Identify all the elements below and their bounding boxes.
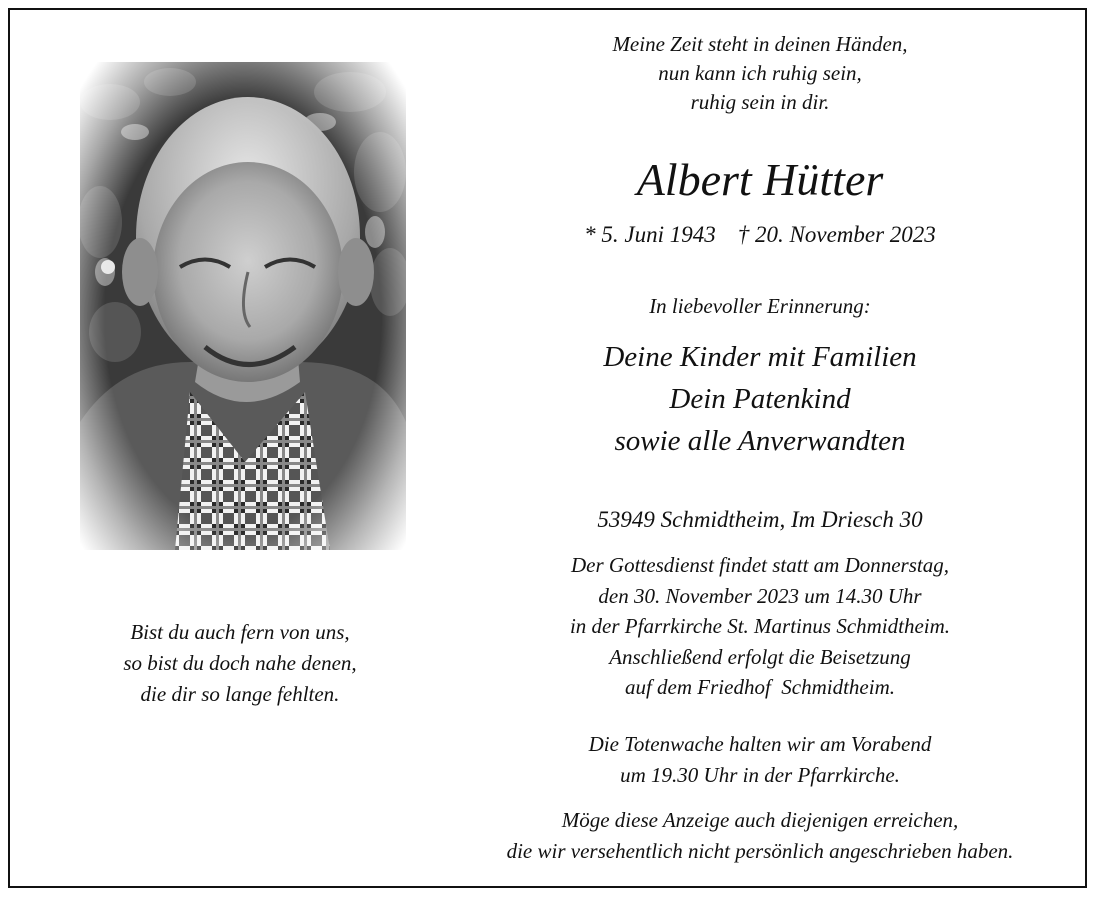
memory-heading: In liebevoller Erinnerung: xyxy=(649,294,871,318)
left-verse-line: so bist du doch nahe denen, xyxy=(123,651,357,675)
birth-date: * 5. Juni 1943 xyxy=(584,222,716,247)
service-line: Der Gottesdienst findet statt am Donnerstag, xyxy=(571,553,949,577)
portrait-image xyxy=(80,62,406,550)
wake-line: Die Totenwache halten wir am Vorabend xyxy=(588,732,932,756)
family-list xyxy=(440,336,1080,462)
left-verse xyxy=(60,617,420,710)
service-line: den 30. November 2023 um 14.30 Uhr xyxy=(598,583,922,608)
top-verse xyxy=(440,30,1080,117)
service-line: auf dem Friedhof Schmidtheim. xyxy=(624,675,896,699)
closing-note xyxy=(440,805,1080,867)
deceased-name: Albert Hütter xyxy=(636,154,884,205)
left-verse-line: Bist du auch fern von uns, xyxy=(130,620,350,644)
address: 53949 Schmidtheim, Im Driesch 30 xyxy=(597,507,923,532)
top-verse-line: nun kann ich ruhig sein, xyxy=(658,61,862,85)
service-info xyxy=(440,550,1080,703)
service-line: Anschließend erfolgt die Beisetzung xyxy=(609,644,911,669)
family-line: sowie alle Anverwandten xyxy=(614,425,906,457)
top-verse-line: ruhig sein in dir. xyxy=(690,90,830,114)
note-line: Möge diese Anzeige auch diejenigen erreichen, xyxy=(561,808,959,832)
death-date: † 20. November 2023 xyxy=(737,222,936,247)
right-column xyxy=(440,0,1080,880)
wake-info xyxy=(440,729,1080,790)
wake-line: um 19.30 Uhr in der Pfarrkirche. xyxy=(620,762,900,787)
top-verse-line: Meine Zeit steht in deinen Händen, xyxy=(612,32,908,56)
left-verse-line: die dir so lange fehlten. xyxy=(140,682,340,706)
portrait-photo xyxy=(80,62,406,550)
service-line: in der Pfarrkirche St. Martinus Schmidtheim. xyxy=(569,614,951,638)
note-line: die wir versehentlich nicht persönlich angeschrieben haben. xyxy=(506,839,1014,863)
family-line: Deine Kinder mit Familien xyxy=(603,341,917,373)
life-dates xyxy=(440,220,1080,250)
family-line: Dein Patenkind xyxy=(669,383,851,415)
